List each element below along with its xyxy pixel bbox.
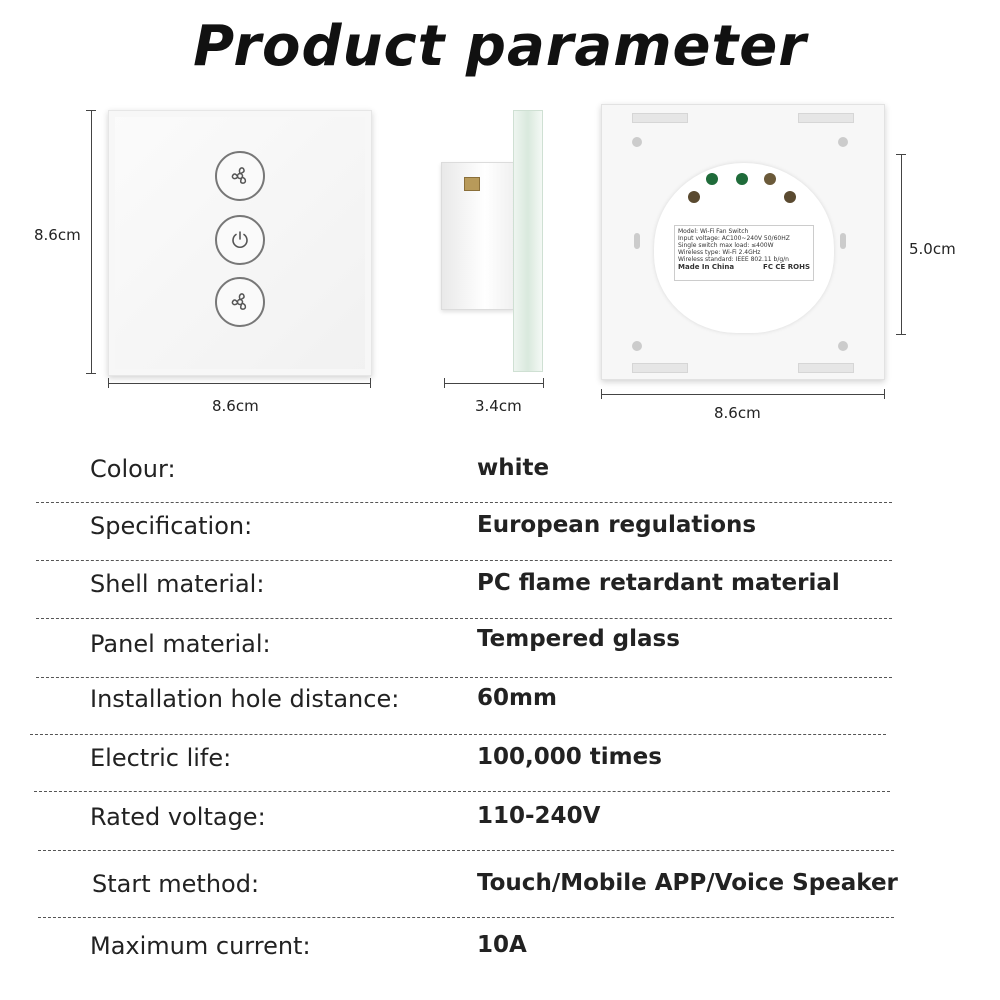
terminal	[706, 173, 718, 185]
terminal	[688, 191, 700, 203]
page-title: Product parameter	[193, 14, 807, 79]
fan-speed-up-button	[215, 151, 265, 201]
spec-label: Panel material:	[90, 630, 271, 658]
row-divider	[30, 734, 886, 735]
front-width-line	[108, 383, 371, 384]
side-depth-label: 3.4cm	[475, 397, 522, 415]
power-button	[215, 215, 265, 265]
fan-speed-down-button	[215, 277, 265, 327]
front-height-tick-bottom	[86, 373, 96, 374]
back-height-line	[901, 154, 902, 335]
mount-slot	[634, 233, 640, 249]
row-divider	[38, 850, 894, 851]
spec-value: 110-240V	[477, 803, 601, 829]
terminal	[764, 173, 776, 185]
spec-value: PC flame retardant material	[477, 570, 840, 596]
cert-marks: FC CE ROHS	[763, 263, 810, 271]
front-height-line	[91, 110, 92, 374]
back-width-line	[601, 394, 885, 395]
spec-value: 100,000 times	[477, 744, 662, 770]
side-depth-tick-right	[543, 378, 544, 388]
spec-value: Tempered glass	[477, 626, 680, 652]
side-depth-tick-left	[444, 378, 445, 388]
fan-icon	[227, 289, 253, 315]
spec-label: Shell material:	[90, 570, 265, 598]
front-panel	[108, 110, 372, 376]
back-height-tick-bottom	[896, 334, 906, 335]
back-width-tick-right	[884, 389, 885, 399]
back-panel	[601, 104, 885, 380]
side-depth-line	[444, 383, 543, 384]
row-divider	[38, 917, 894, 918]
spec-value: 60mm	[477, 685, 557, 711]
screw-hole	[838, 341, 848, 351]
label-line: Wireless type: Wi-Fi 2.4GHz	[678, 249, 761, 256]
spec-label: Installation hole distance:	[90, 685, 400, 713]
terminal	[736, 173, 748, 185]
row-divider	[36, 677, 892, 678]
mount-slot	[840, 233, 846, 249]
back-height-label: 5.0cm	[909, 240, 956, 258]
spec-label: Maximum current:	[90, 932, 311, 960]
front-width-label: 8.6cm	[212, 397, 259, 415]
spec-label: Colour:	[90, 455, 176, 483]
label-line: Wireless standard: IEEE 802.11 b/g/n	[678, 256, 789, 263]
screw-hole	[632, 341, 642, 351]
made-in-label: Made In China	[678, 263, 735, 271]
row-divider	[36, 618, 892, 619]
back-width-tick-left	[601, 389, 602, 399]
screw-hole	[838, 137, 848, 147]
mount-tab	[632, 363, 688, 373]
back-width-label: 8.6cm	[714, 404, 761, 422]
power-icon	[229, 229, 251, 251]
front-height-label: 8.6cm	[34, 226, 81, 244]
back-height-tick-top	[896, 154, 906, 155]
front-width-tick-left	[108, 378, 109, 388]
label-line: Single switch max load: ≤400W	[678, 242, 774, 249]
spec-label: Start method:	[92, 870, 260, 898]
side-glass-panel	[513, 110, 543, 372]
mount-tab	[798, 113, 854, 123]
spec-label: Electric life:	[90, 744, 232, 772]
mount-tab	[632, 113, 688, 123]
side-body	[441, 162, 515, 310]
fan-icon	[227, 163, 253, 189]
terminal	[784, 191, 796, 203]
row-divider	[36, 502, 892, 503]
row-divider	[36, 560, 892, 561]
label-line: Input voltage: AC100~240V 50/60HZ	[678, 235, 790, 242]
spec-value: Touch/Mobile APP/Voice Speaker	[477, 870, 898, 896]
row-divider	[34, 791, 890, 792]
spec-value: white	[477, 455, 550, 481]
spec-label: Specification:	[90, 512, 253, 540]
terminal-screw	[464, 177, 480, 191]
spec-value: European regulations	[477, 512, 757, 538]
label-line: Model: Wi-Fi Fan Switch	[678, 228, 749, 235]
spec-value: 10A	[477, 932, 527, 958]
product-label	[674, 225, 814, 281]
front-height-tick-top	[86, 110, 96, 111]
screw-hole	[632, 137, 642, 147]
front-width-tick-right	[370, 378, 371, 388]
mount-tab	[798, 363, 854, 373]
spec-label: Rated voltage:	[90, 803, 266, 831]
